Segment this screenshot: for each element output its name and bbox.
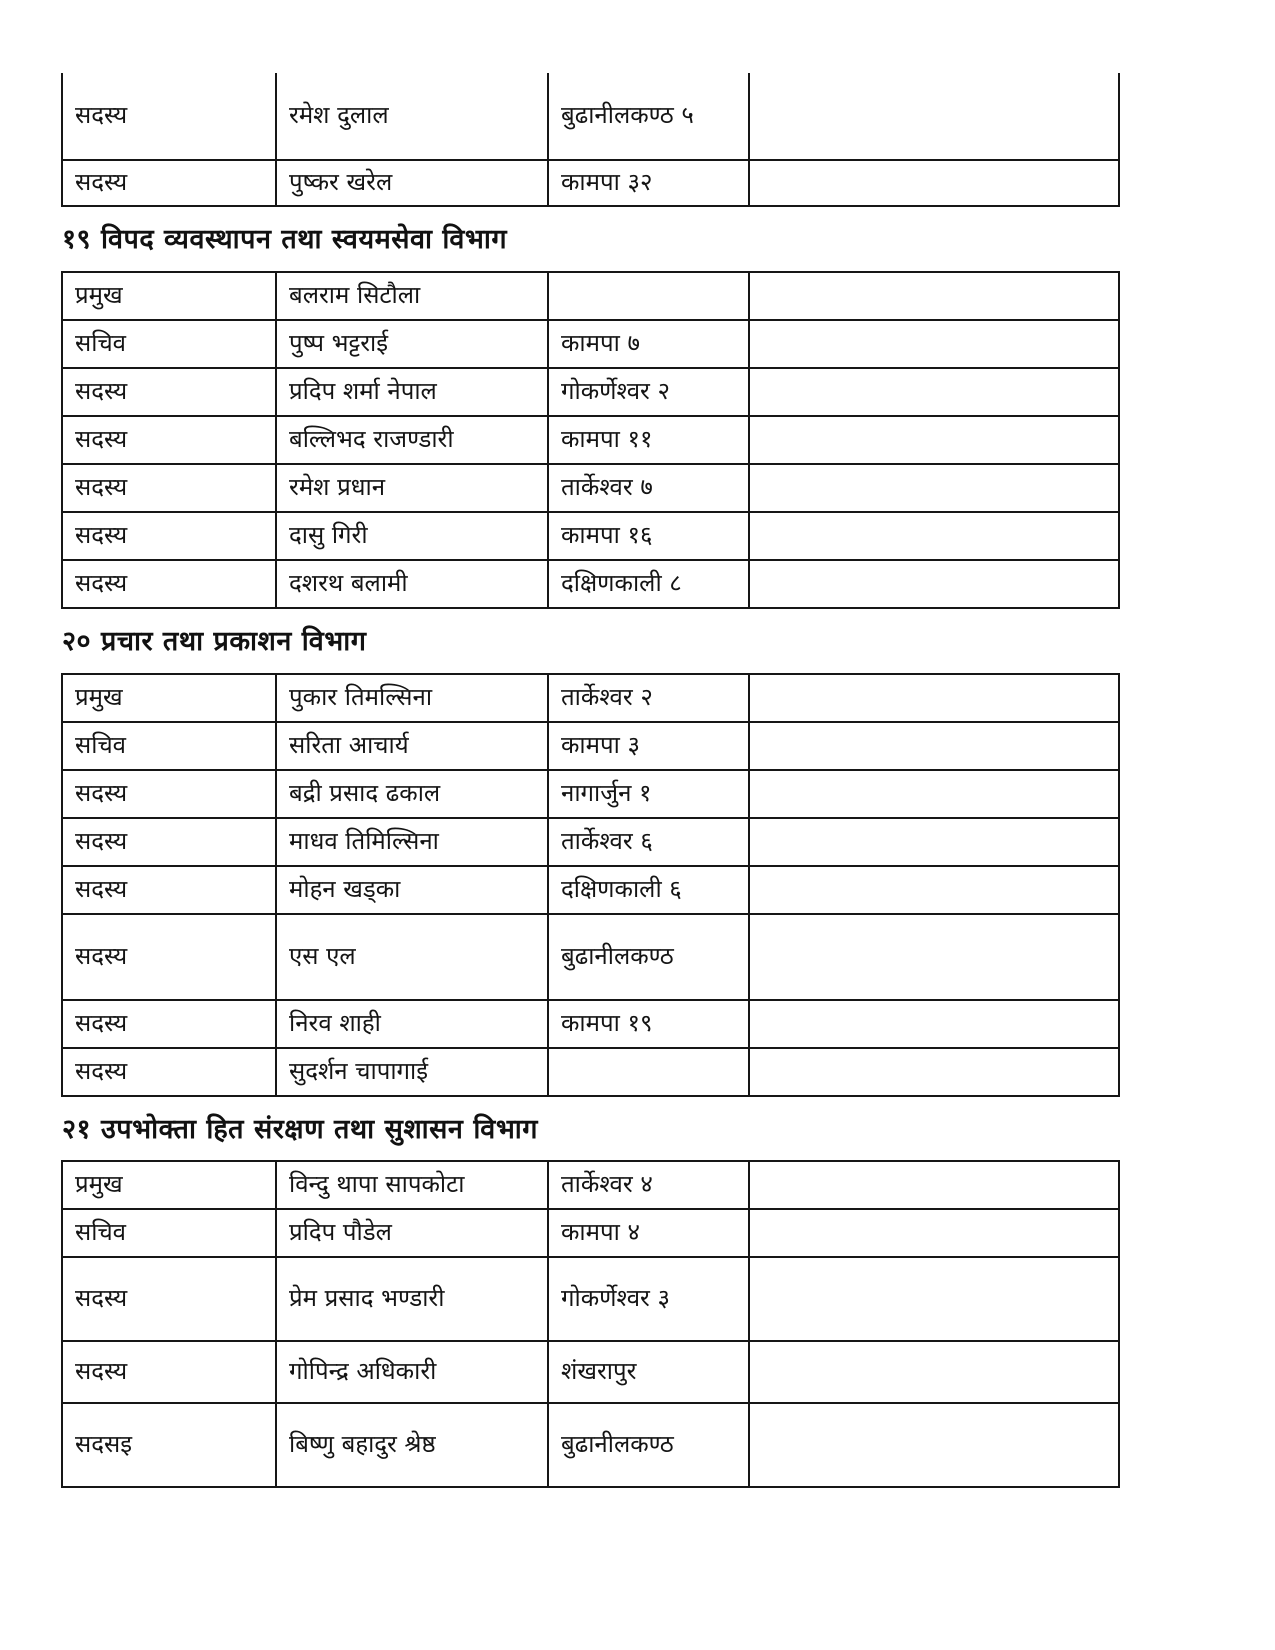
note-cell xyxy=(749,160,1119,206)
roster-row xyxy=(62,560,1119,608)
note-cell xyxy=(749,674,1119,722)
note-cell xyxy=(749,416,1119,464)
note-cell xyxy=(749,1341,1119,1403)
name-cell: पुष्कर खरेल xyxy=(276,160,548,206)
roster-row xyxy=(62,818,1119,866)
role-cell: सदस्य xyxy=(62,914,276,1000)
name-cell: विन्दु थापा सापकोटा xyxy=(276,1161,548,1209)
roster-row xyxy=(62,1341,1119,1403)
role-cell: सदस्य xyxy=(62,416,276,464)
roster-row xyxy=(62,1403,1119,1487)
name-cell: दशरथ बलामी xyxy=(276,560,548,608)
role-cell: सदस्य xyxy=(62,512,276,560)
section-19-roster-table xyxy=(61,271,1120,609)
place-cell: कामपा ४ xyxy=(548,1209,749,1257)
roster-row xyxy=(62,1000,1119,1048)
place-cell xyxy=(548,272,749,320)
name-cell: रमेश दुलाल xyxy=(276,73,548,160)
name-cell: बिष्णु बहादुर श्रेष्ठ xyxy=(276,1403,548,1487)
section-21-roster-table xyxy=(61,1160,1120,1488)
place-cell: शंखरापुर xyxy=(548,1341,749,1403)
role-cell: प्रमुख xyxy=(62,1161,276,1209)
note-cell xyxy=(749,770,1119,818)
role-cell: सदस्य xyxy=(62,1000,276,1048)
roster-row xyxy=(62,1048,1119,1096)
roster-row xyxy=(62,416,1119,464)
place-cell: गोकर्णेश्वर २ xyxy=(548,368,749,416)
name-cell: गोपिन्द्र अधिकारी xyxy=(276,1341,548,1403)
place-cell: तार्केश्वर ४ xyxy=(548,1161,749,1209)
name-cell: बद्री प्रसाद ढकाल xyxy=(276,770,548,818)
section-20-roster-table xyxy=(61,673,1120,1097)
roster-row xyxy=(62,272,1119,320)
place-cell: कामपा १६ xyxy=(548,512,749,560)
role-cell: सचिव xyxy=(62,320,276,368)
name-cell: निरव शाही xyxy=(276,1000,548,1048)
role-cell: सचिव xyxy=(62,722,276,770)
place-cell: नागार्जुन १ xyxy=(548,770,749,818)
name-cell: एस एल xyxy=(276,914,548,1000)
roster-row xyxy=(62,1257,1119,1341)
note-cell xyxy=(749,1161,1119,1209)
name-cell: सरिता आचार्य xyxy=(276,722,548,770)
note-cell xyxy=(749,1257,1119,1341)
name-cell: रमेश प्रधान xyxy=(276,464,548,512)
place-cell: तार्केश्वर ७ xyxy=(548,464,749,512)
continued-roster-table xyxy=(61,73,1120,207)
roster-row xyxy=(62,160,1119,206)
place-cell: कामपा ७ xyxy=(548,320,749,368)
note-cell xyxy=(749,272,1119,320)
name-cell: प्रदिप शर्मा नेपाल xyxy=(276,368,548,416)
note-cell xyxy=(749,722,1119,770)
place-cell: तार्केश्वर २ xyxy=(548,674,749,722)
role-cell: सदस्य xyxy=(62,464,276,512)
note-cell xyxy=(749,914,1119,1000)
role-cell: सदस्य xyxy=(62,818,276,866)
name-cell: मोहन खड्का xyxy=(276,866,548,914)
role-cell: सदस्य xyxy=(62,1341,276,1403)
place-cell: कामपा १९ xyxy=(548,1000,749,1048)
place-cell: दक्षिणकाली ६ xyxy=(548,866,749,914)
note-cell xyxy=(749,1209,1119,1257)
note-cell xyxy=(749,320,1119,368)
role-cell: सदस्य xyxy=(62,1257,276,1341)
note-cell xyxy=(749,560,1119,608)
role-cell: सदस्य xyxy=(62,1048,276,1096)
place-cell: कामपा ११ xyxy=(548,416,749,464)
name-cell: बलराम सिटौला xyxy=(276,272,548,320)
note-cell xyxy=(749,1000,1119,1048)
roster-row xyxy=(62,73,1119,160)
role-cell: सदस्य xyxy=(62,770,276,818)
section-21-heading: २१ उपभोक्ता हित संरक्षण तथा सुशासन विभाग xyxy=(62,1113,538,1145)
roster-row xyxy=(62,1209,1119,1257)
section-21 xyxy=(61,1113,1275,1489)
name-cell: सुदर्शन चापागाई xyxy=(276,1048,548,1096)
note-cell xyxy=(749,1048,1119,1096)
section-20-heading: २० प्रचार तथा प्रकाशन विभाग xyxy=(62,625,367,657)
place-cell: दक्षिणकाली ८ xyxy=(548,560,749,608)
note-cell xyxy=(749,1403,1119,1487)
note-cell xyxy=(749,866,1119,914)
roster-row xyxy=(62,464,1119,512)
name-cell: पुष्प भट्टराई xyxy=(276,320,548,368)
roster-row xyxy=(62,1161,1119,1209)
role-cell: प्रमुख xyxy=(62,674,276,722)
place-cell: बुढानीलकण्ठ xyxy=(548,1403,749,1487)
note-cell xyxy=(749,512,1119,560)
roster-row xyxy=(62,674,1119,722)
name-cell: दासु गिरी xyxy=(276,512,548,560)
place-cell: गोकर्णेश्वर ३ xyxy=(548,1257,749,1341)
roster-row xyxy=(62,320,1119,368)
note-cell xyxy=(749,464,1119,512)
name-cell: माधव तिमिल्सिना xyxy=(276,818,548,866)
section-19 xyxy=(61,223,1275,609)
note-cell xyxy=(749,368,1119,416)
place-cell: कामपा ३२ xyxy=(548,160,749,206)
role-cell: सचिव xyxy=(62,1209,276,1257)
place-cell: तार्केश्वर ६ xyxy=(548,818,749,866)
roster-row xyxy=(62,722,1119,770)
section-19-heading: १९ विपद व्यवस्थापन तथा स्वयमसेवा विभाग xyxy=(62,224,508,255)
role-cell: सदस्य xyxy=(62,368,276,416)
name-cell: बल्लिभद राजण्डारी xyxy=(276,416,548,464)
roster-row xyxy=(62,770,1119,818)
note-cell xyxy=(749,818,1119,866)
name-cell: प्रेम प्रसाद भण्डारी xyxy=(276,1257,548,1341)
section-20 xyxy=(61,625,1275,1097)
roster-row xyxy=(62,512,1119,560)
role-cell: सदस्य xyxy=(62,560,276,608)
place-cell: बुढानीलकण्ठ xyxy=(548,914,749,1000)
role-cell: सदस्य xyxy=(62,160,276,206)
place-cell: कामपा ३ xyxy=(548,722,749,770)
roster-row xyxy=(62,866,1119,914)
roster-row xyxy=(62,368,1119,416)
place-cell: बुढानीलकण्ठ ५ xyxy=(548,73,749,160)
role-cell: सदसइ xyxy=(62,1403,276,1487)
name-cell: पुकार तिमल्सिना xyxy=(276,674,548,722)
role-cell: सदस्य xyxy=(62,866,276,914)
roster-row xyxy=(62,914,1119,1000)
note-cell xyxy=(749,73,1119,160)
name-cell: प्रदिप पौडेल xyxy=(276,1209,548,1257)
role-cell: प्रमुख xyxy=(62,272,276,320)
place-cell xyxy=(548,1048,749,1096)
role-cell: सदस्य xyxy=(62,73,276,160)
